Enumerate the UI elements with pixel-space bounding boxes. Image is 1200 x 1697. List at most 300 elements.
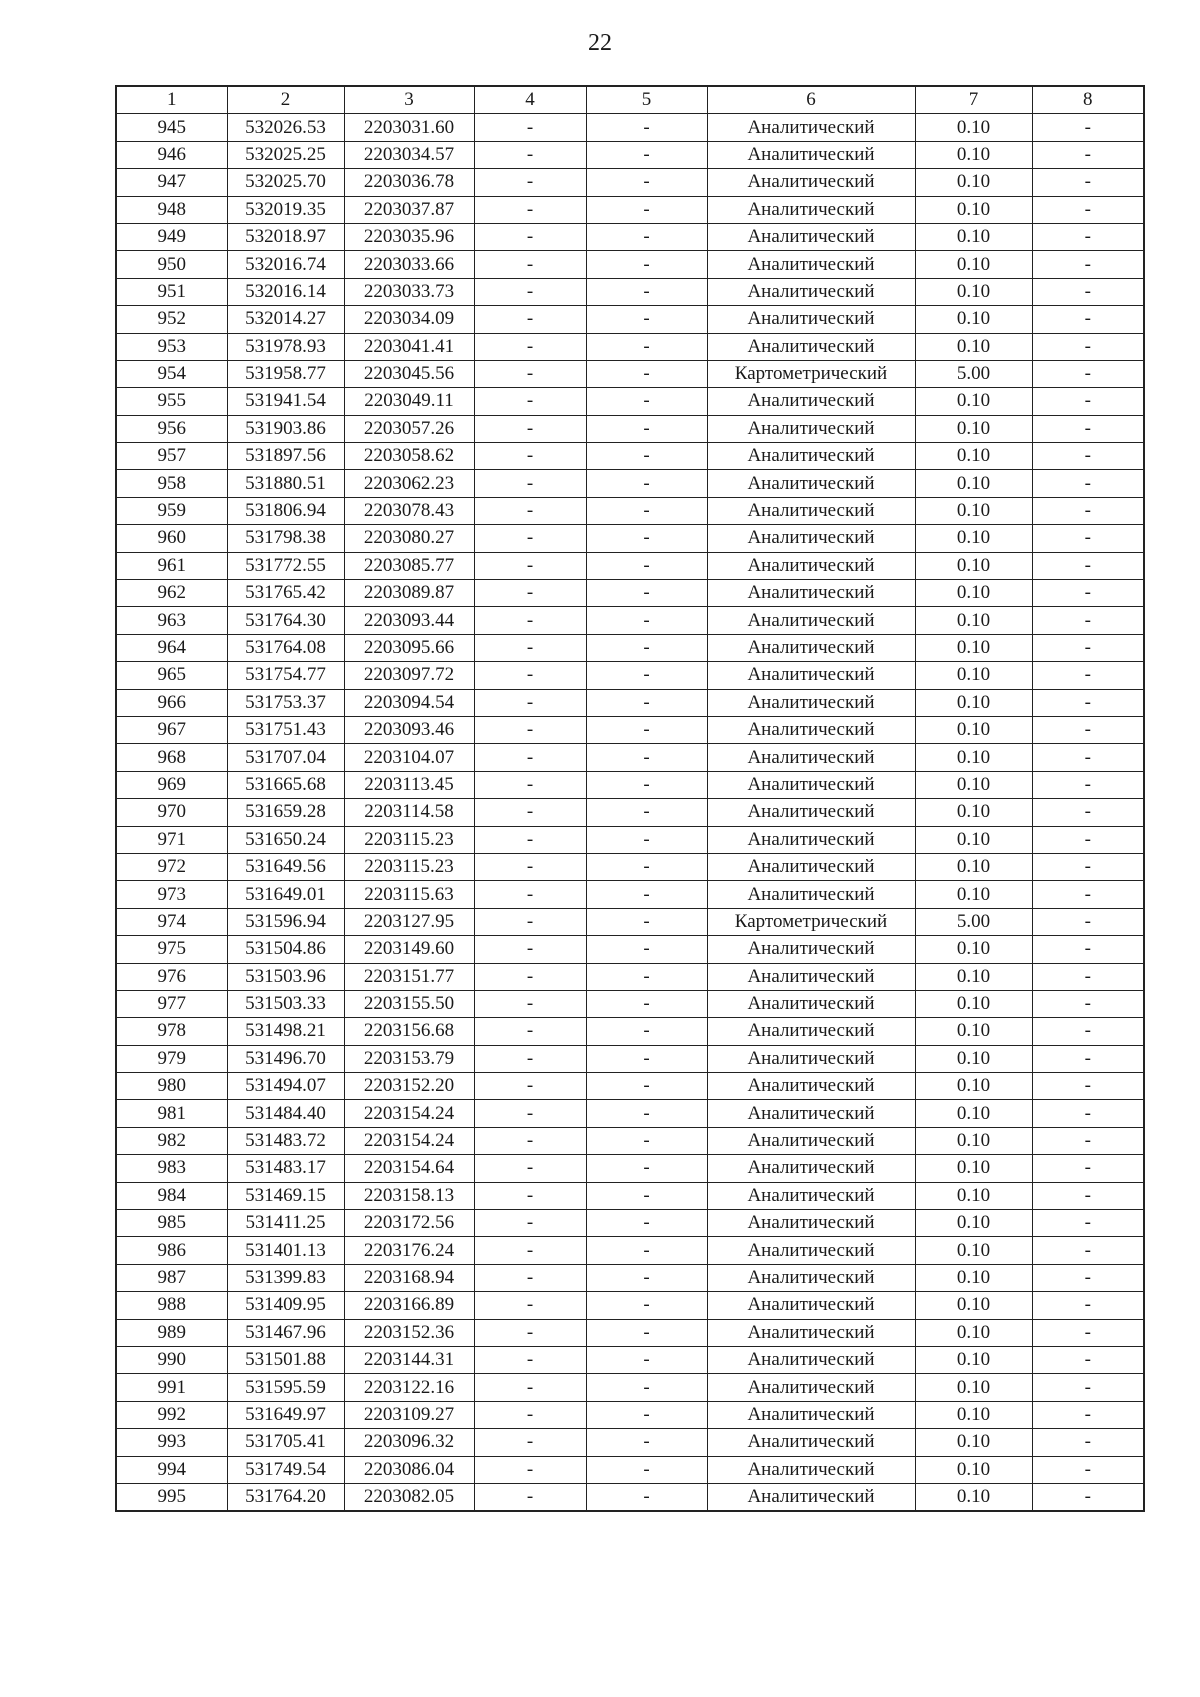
- table-cell-col-2: 531765.42: [227, 580, 344, 607]
- table-cell-col-1: 969: [116, 771, 227, 798]
- table-cell-col-7: 0.10: [915, 689, 1032, 716]
- table-header-row: [116, 86, 1144, 114]
- table-cell-col-6: Аналитический: [707, 333, 915, 360]
- column-header-2: 2: [227, 86, 344, 114]
- table-cell-col-6: Аналитический: [707, 251, 915, 278]
- table-cell-col-5: -: [586, 141, 707, 168]
- table-cell-col-7: 0.10: [915, 141, 1032, 168]
- table-cell-col-1: 957: [116, 443, 227, 470]
- table-cell-col-6: Аналитический: [707, 1264, 915, 1291]
- table-cell-col-7: 0.10: [915, 1100, 1032, 1127]
- table-cell-col-8: -: [1032, 1456, 1144, 1483]
- table-cell-col-4: -: [474, 716, 586, 743]
- table-cell-col-7: 0.10: [915, 1073, 1032, 1100]
- table-cell-col-3: 2203115.63: [344, 881, 474, 908]
- table-cell-col-4: -: [474, 1374, 586, 1401]
- table-cell-col-4: -: [474, 141, 586, 168]
- table-cell-col-6: Аналитический: [707, 607, 915, 634]
- table-cell-col-3: 2203085.77: [344, 552, 474, 579]
- table-cell-col-7: 0.10: [915, 744, 1032, 771]
- table-cell-col-5: -: [586, 607, 707, 634]
- page-number: 22: [588, 30, 612, 56]
- table-cell-col-5: -: [586, 1401, 707, 1428]
- table-cell-col-1: 973: [116, 881, 227, 908]
- table-row: [116, 771, 1144, 798]
- table-cell-col-8: -: [1032, 963, 1144, 990]
- table-cell-col-4: -: [474, 388, 586, 415]
- table-cell-col-2: 531806.94: [227, 497, 344, 524]
- table-cell-col-4: -: [474, 634, 586, 661]
- table-cell-col-8: -: [1032, 169, 1144, 196]
- table-row: [116, 114, 1144, 141]
- table-cell-col-8: -: [1032, 1182, 1144, 1209]
- table-cell-col-6: Аналитический: [707, 415, 915, 442]
- table-cell-col-3: 2203082.05: [344, 1483, 474, 1511]
- table-row: [116, 470, 1144, 497]
- table-cell-col-1: 986: [116, 1237, 227, 1264]
- table-cell-col-8: -: [1032, 1401, 1144, 1428]
- table-cell-col-3: 2203049.11: [344, 388, 474, 415]
- table-cell-col-7: 0.10: [915, 443, 1032, 470]
- table-row: [116, 1100, 1144, 1127]
- table-row: [116, 1018, 1144, 1045]
- table-cell-col-4: -: [474, 936, 586, 963]
- table-cell-col-7: 0.10: [915, 497, 1032, 524]
- table-cell-col-4: -: [474, 1237, 586, 1264]
- table-row: [116, 662, 1144, 689]
- table-cell-col-2: 531498.21: [227, 1018, 344, 1045]
- table-cell-col-8: -: [1032, 1374, 1144, 1401]
- table-cell-col-4: -: [474, 853, 586, 880]
- table-cell-col-5: -: [586, 443, 707, 470]
- table-cell-col-8: -: [1032, 580, 1144, 607]
- table-row: [116, 360, 1144, 387]
- table-cell-col-1: 965: [116, 662, 227, 689]
- table-cell-col-7: 0.10: [915, 251, 1032, 278]
- table-cell-col-1: 951: [116, 278, 227, 305]
- table-cell-col-5: -: [586, 251, 707, 278]
- table-cell-col-2: 531503.33: [227, 990, 344, 1017]
- table-cell-col-2: 531399.83: [227, 1264, 344, 1291]
- table-cell-col-5: -: [586, 963, 707, 990]
- table-row: [116, 1319, 1144, 1346]
- table-cell-col-3: 2203154.24: [344, 1100, 474, 1127]
- table-cell-col-8: -: [1032, 1429, 1144, 1456]
- table-cell-col-6: Аналитический: [707, 1401, 915, 1428]
- table-cell-col-2: 531650.24: [227, 826, 344, 853]
- table-cell-col-7: 0.10: [915, 936, 1032, 963]
- table-cell-col-6: Аналитический: [707, 1292, 915, 1319]
- table-row: [116, 689, 1144, 716]
- table-cell-col-5: -: [586, 662, 707, 689]
- table-cell-col-2: 531496.70: [227, 1045, 344, 1072]
- table-cell-col-2: 531941.54: [227, 388, 344, 415]
- table-cell-col-1: 975: [116, 936, 227, 963]
- table-cell-col-3: 2203168.94: [344, 1264, 474, 1291]
- table-cell-col-4: -: [474, 881, 586, 908]
- table-cell-col-4: -: [474, 963, 586, 990]
- table-cell-col-3: 2203152.20: [344, 1073, 474, 1100]
- table-cell-col-7: 0.10: [915, 306, 1032, 333]
- table-cell-col-2: 531903.86: [227, 415, 344, 442]
- table-cell-col-8: -: [1032, 497, 1144, 524]
- table-cell-col-4: -: [474, 1155, 586, 1182]
- table-cell-col-5: -: [586, 1073, 707, 1100]
- table-cell-col-6: Аналитический: [707, 1374, 915, 1401]
- table-cell-col-6: Аналитический: [707, 1127, 915, 1154]
- table-cell-col-1: 961: [116, 552, 227, 579]
- table-cell-col-7: 0.10: [915, 1210, 1032, 1237]
- table-row: [116, 525, 1144, 552]
- table-cell-col-6: Аналитический: [707, 1456, 915, 1483]
- table-cell-col-6: Аналитический: [707, 223, 915, 250]
- table-cell-col-8: -: [1032, 525, 1144, 552]
- table-cell-col-2: 531409.95: [227, 1292, 344, 1319]
- table-cell-col-8: -: [1032, 908, 1144, 935]
- column-header-7: 7: [915, 86, 1032, 114]
- table-cell-col-4: -: [474, 114, 586, 141]
- table-cell-col-8: -: [1032, 333, 1144, 360]
- table-cell-col-2: 531764.30: [227, 607, 344, 634]
- table-cell-col-4: -: [474, 799, 586, 826]
- table-cell-col-8: -: [1032, 1264, 1144, 1291]
- table-cell-col-1: 980: [116, 1073, 227, 1100]
- table-row: [116, 1127, 1144, 1154]
- table-cell-col-5: -: [586, 497, 707, 524]
- table-cell-col-1: 954: [116, 360, 227, 387]
- table-row: [116, 1155, 1144, 1182]
- table-cell-col-2: 531754.77: [227, 662, 344, 689]
- table-cell-col-4: -: [474, 1456, 586, 1483]
- table-cell-col-6: Аналитический: [707, 1100, 915, 1127]
- table-cell-col-6: Аналитический: [707, 799, 915, 826]
- table-row: [116, 388, 1144, 415]
- column-header-8: 8: [1032, 86, 1144, 114]
- table-cell-col-1: 993: [116, 1429, 227, 1456]
- table-cell-col-8: -: [1032, 1483, 1144, 1511]
- table-cell-col-8: -: [1032, 689, 1144, 716]
- table-cell-col-4: -: [474, 607, 586, 634]
- table-cell-col-5: -: [586, 634, 707, 661]
- table-cell-col-4: -: [474, 1264, 586, 1291]
- table-cell-col-3: 2203062.23: [344, 470, 474, 497]
- table-cell-col-7: 0.10: [915, 470, 1032, 497]
- table-cell-col-5: -: [586, 1346, 707, 1373]
- table-cell-col-8: -: [1032, 826, 1144, 853]
- table-cell-col-5: -: [586, 1483, 707, 1511]
- table-row: [116, 552, 1144, 579]
- coordinates-table: [115, 85, 1145, 1512]
- table-cell-col-5: -: [586, 1018, 707, 1045]
- table-cell-col-7: 0.10: [915, 333, 1032, 360]
- table-cell-col-1: 952: [116, 306, 227, 333]
- table-cell-col-4: -: [474, 744, 586, 771]
- table-cell-col-6: Аналитический: [707, 114, 915, 141]
- table-cell-col-4: -: [474, 1210, 586, 1237]
- table-cell-col-4: -: [474, 662, 586, 689]
- table-cell-col-4: -: [474, 525, 586, 552]
- table-cell-col-6: Аналитический: [707, 1429, 915, 1456]
- table-row: [116, 443, 1144, 470]
- table-cell-col-1: 979: [116, 1045, 227, 1072]
- table-cell-col-5: -: [586, 1045, 707, 1072]
- table-cell-col-1: 966: [116, 689, 227, 716]
- table-cell-col-2: 531749.54: [227, 1456, 344, 1483]
- table-cell-col-3: 2203152.36: [344, 1319, 474, 1346]
- table-cell-col-6: Аналитический: [707, 1210, 915, 1237]
- table-row: [116, 1045, 1144, 1072]
- table-cell-col-5: -: [586, 881, 707, 908]
- table-cell-col-6: Аналитический: [707, 1073, 915, 1100]
- table-cell-col-5: -: [586, 936, 707, 963]
- table-cell-col-5: -: [586, 1264, 707, 1291]
- table-cell-col-1: 978: [116, 1018, 227, 1045]
- table-row: [116, 1346, 1144, 1373]
- table-cell-col-2: 531484.40: [227, 1100, 344, 1127]
- table-cell-col-7: 0.10: [915, 1374, 1032, 1401]
- table-row: [116, 1401, 1144, 1428]
- table-cell-col-7: 0.10: [915, 169, 1032, 196]
- table-cell-col-1: 976: [116, 963, 227, 990]
- table-cell-col-3: 2203045.56: [344, 360, 474, 387]
- table-row: [116, 1483, 1144, 1511]
- table-row: [116, 251, 1144, 278]
- table-cell-col-2: 531764.08: [227, 634, 344, 661]
- table-cell-col-4: -: [474, 1100, 586, 1127]
- table-cell-col-2: 532019.35: [227, 196, 344, 223]
- table-cell-col-1: 959: [116, 497, 227, 524]
- table-cell-col-3: 2203115.23: [344, 826, 474, 853]
- table-row: [116, 963, 1144, 990]
- table-cell-col-7: 0.10: [915, 1127, 1032, 1154]
- table-cell-col-6: Аналитический: [707, 196, 915, 223]
- table-cell-col-4: -: [474, 552, 586, 579]
- table-cell-col-4: -: [474, 1018, 586, 1045]
- table-cell-col-8: -: [1032, 1045, 1144, 1072]
- table-cell-col-4: -: [474, 1429, 586, 1456]
- table-cell-col-7: 0.10: [915, 853, 1032, 880]
- table-cell-col-3: 2203095.66: [344, 634, 474, 661]
- table-row: [116, 826, 1144, 853]
- table-cell-col-2: 531764.20: [227, 1483, 344, 1511]
- table-cell-col-2: 532026.53: [227, 114, 344, 141]
- table-cell-col-6: Аналитический: [707, 826, 915, 853]
- table-cell-col-4: -: [474, 990, 586, 1017]
- table-cell-col-8: -: [1032, 141, 1144, 168]
- table-cell-col-3: 2203033.73: [344, 278, 474, 305]
- table-cell-col-5: -: [586, 552, 707, 579]
- table-cell-col-6: Аналитический: [707, 744, 915, 771]
- table-cell-col-5: -: [586, 1374, 707, 1401]
- column-header-3: 3: [344, 86, 474, 114]
- table-row: [116, 169, 1144, 196]
- table-cell-col-7: 0.10: [915, 1182, 1032, 1209]
- table-cell-col-3: 2203109.27: [344, 1401, 474, 1428]
- table-cell-col-1: 977: [116, 990, 227, 1017]
- table-row: [116, 1073, 1144, 1100]
- table-cell-col-2: 531649.97: [227, 1401, 344, 1428]
- table-cell-col-8: -: [1032, 881, 1144, 908]
- table-cell-col-7: 0.10: [915, 634, 1032, 661]
- table-cell-col-7: 0.10: [915, 1155, 1032, 1182]
- table-cell-col-7: 0.10: [915, 223, 1032, 250]
- table-cell-col-7: 0.10: [915, 799, 1032, 826]
- table-cell-col-8: -: [1032, 306, 1144, 333]
- table-cell-col-1: 970: [116, 799, 227, 826]
- table-cell-col-7: 0.10: [915, 1319, 1032, 1346]
- table-cell-col-5: -: [586, 223, 707, 250]
- table-cell-col-6: Аналитический: [707, 278, 915, 305]
- table-cell-col-5: -: [586, 689, 707, 716]
- table-cell-col-5: -: [586, 1456, 707, 1483]
- table-cell-col-3: 2203094.54: [344, 689, 474, 716]
- table-cell-col-7: 0.10: [915, 607, 1032, 634]
- table-cell-col-4: -: [474, 580, 586, 607]
- table-cell-col-7: 0.10: [915, 196, 1032, 223]
- table-cell-col-6: Аналитический: [707, 580, 915, 607]
- table-cell-col-7: 0.10: [915, 662, 1032, 689]
- table-row: [116, 607, 1144, 634]
- table-cell-col-3: 2203122.16: [344, 1374, 474, 1401]
- table-cell-col-3: 2203127.95: [344, 908, 474, 935]
- table-row: [116, 744, 1144, 771]
- table-cell-col-2: 531665.68: [227, 771, 344, 798]
- table-row: [116, 936, 1144, 963]
- column-header-4: 4: [474, 86, 586, 114]
- table-cell-col-6: Аналитический: [707, 1319, 915, 1346]
- table-row: [116, 278, 1144, 305]
- table-row: [116, 306, 1144, 333]
- table-cell-col-4: -: [474, 196, 586, 223]
- table-cell-col-5: -: [586, 1429, 707, 1456]
- table-cell-col-1: 950: [116, 251, 227, 278]
- table-cell-col-8: -: [1032, 853, 1144, 880]
- table-cell-col-8: -: [1032, 634, 1144, 661]
- table-cell-col-4: -: [474, 1483, 586, 1511]
- table-cell-col-2: 531494.07: [227, 1073, 344, 1100]
- table-cell-col-7: 0.10: [915, 552, 1032, 579]
- table-cell-col-7: 0.10: [915, 1456, 1032, 1483]
- table-cell-col-1: 953: [116, 333, 227, 360]
- table-row: [116, 853, 1144, 880]
- table-cell-col-1: 964: [116, 634, 227, 661]
- table-cell-col-1: 947: [116, 169, 227, 196]
- table-row: [116, 223, 1144, 250]
- table-cell-col-7: 0.10: [915, 771, 1032, 798]
- table-cell-col-2: 531958.77: [227, 360, 344, 387]
- table-cell-col-3: 2203158.13: [344, 1182, 474, 1209]
- table-cell-col-1: 971: [116, 826, 227, 853]
- table-cell-col-3: 2203104.07: [344, 744, 474, 771]
- table-cell-col-7: 0.10: [915, 525, 1032, 552]
- table-cell-col-1: 958: [116, 470, 227, 497]
- table-cell-col-8: -: [1032, 1018, 1144, 1045]
- table-row: [116, 1292, 1144, 1319]
- table-cell-col-3: 2203172.56: [344, 1210, 474, 1237]
- table-row: [116, 799, 1144, 826]
- table-row: [116, 1237, 1144, 1264]
- table-cell-col-3: 2203093.44: [344, 607, 474, 634]
- table-cell-col-1: 949: [116, 223, 227, 250]
- table-cell-col-3: 2203151.77: [344, 963, 474, 990]
- table-cell-col-2: 532018.97: [227, 223, 344, 250]
- table-cell-col-1: 990: [116, 1346, 227, 1373]
- table-row: [116, 716, 1144, 743]
- table-cell-col-1: 962: [116, 580, 227, 607]
- table-cell-col-3: 2203034.09: [344, 306, 474, 333]
- table-cell-col-3: 2203144.31: [344, 1346, 474, 1373]
- table-cell-col-7: 0.10: [915, 580, 1032, 607]
- table-cell-col-4: -: [474, 251, 586, 278]
- table-cell-col-5: -: [586, 1237, 707, 1264]
- table-cell-col-1: 945: [116, 114, 227, 141]
- table-cell-col-5: -: [586, 1292, 707, 1319]
- table-cell-col-4: -: [474, 278, 586, 305]
- table-cell-col-1: 956: [116, 415, 227, 442]
- table-row: [116, 1374, 1144, 1401]
- table-row: [116, 908, 1144, 935]
- table-cell-col-2: 531897.56: [227, 443, 344, 470]
- table-cell-col-5: -: [586, 799, 707, 826]
- table-cell-col-1: 989: [116, 1319, 227, 1346]
- table-cell-col-2: 531595.59: [227, 1374, 344, 1401]
- table-cell-col-2: 531483.72: [227, 1127, 344, 1154]
- table-cell-col-8: -: [1032, 936, 1144, 963]
- table-cell-col-2: 531707.04: [227, 744, 344, 771]
- table-row: [116, 497, 1144, 524]
- table-row: [116, 634, 1144, 661]
- table-cell-col-2: 531880.51: [227, 470, 344, 497]
- table-row: [116, 1210, 1144, 1237]
- column-header-5: 5: [586, 86, 707, 114]
- table-cell-col-4: -: [474, 1182, 586, 1209]
- table-cell-col-6: Аналитический: [707, 169, 915, 196]
- table-cell-col-6: Аналитический: [707, 1346, 915, 1373]
- table-cell-col-3: 2203041.41: [344, 333, 474, 360]
- table-cell-col-5: -: [586, 333, 707, 360]
- table-cell-col-2: 532025.70: [227, 169, 344, 196]
- table-cell-col-3: 2203097.72: [344, 662, 474, 689]
- table-cell-col-6: Аналитический: [707, 881, 915, 908]
- column-header-1: 1: [116, 86, 227, 114]
- table-cell-col-7: 5.00: [915, 360, 1032, 387]
- table-cell-col-3: 2203176.24: [344, 1237, 474, 1264]
- table-cell-col-4: -: [474, 470, 586, 497]
- table-cell-col-2: 531772.55: [227, 552, 344, 579]
- table-cell-col-5: -: [586, 744, 707, 771]
- table-cell-col-4: -: [474, 1319, 586, 1346]
- table-cell-col-6: Аналитический: [707, 853, 915, 880]
- table-row: [116, 196, 1144, 223]
- table-cell-col-7: 0.10: [915, 415, 1032, 442]
- table-cell-col-3: 2203149.60: [344, 936, 474, 963]
- table-cell-col-1: 984: [116, 1182, 227, 1209]
- table-cell-col-1: 967: [116, 716, 227, 743]
- table-cell-col-1: 991: [116, 1374, 227, 1401]
- table-cell-col-4: -: [474, 415, 586, 442]
- table-cell-col-2: 531504.86: [227, 936, 344, 963]
- table-cell-col-5: -: [586, 1182, 707, 1209]
- table-cell-col-8: -: [1032, 771, 1144, 798]
- table-cell-col-5: -: [586, 470, 707, 497]
- table-cell-col-5: -: [586, 1319, 707, 1346]
- table-cell-col-7: 0.10: [915, 963, 1032, 990]
- table-cell-col-7: 0.10: [915, 1346, 1032, 1373]
- table-cell-col-5: -: [586, 169, 707, 196]
- table-cell-col-7: 0.10: [915, 1292, 1032, 1319]
- table-cell-col-5: -: [586, 525, 707, 552]
- table-cell-col-8: -: [1032, 251, 1144, 278]
